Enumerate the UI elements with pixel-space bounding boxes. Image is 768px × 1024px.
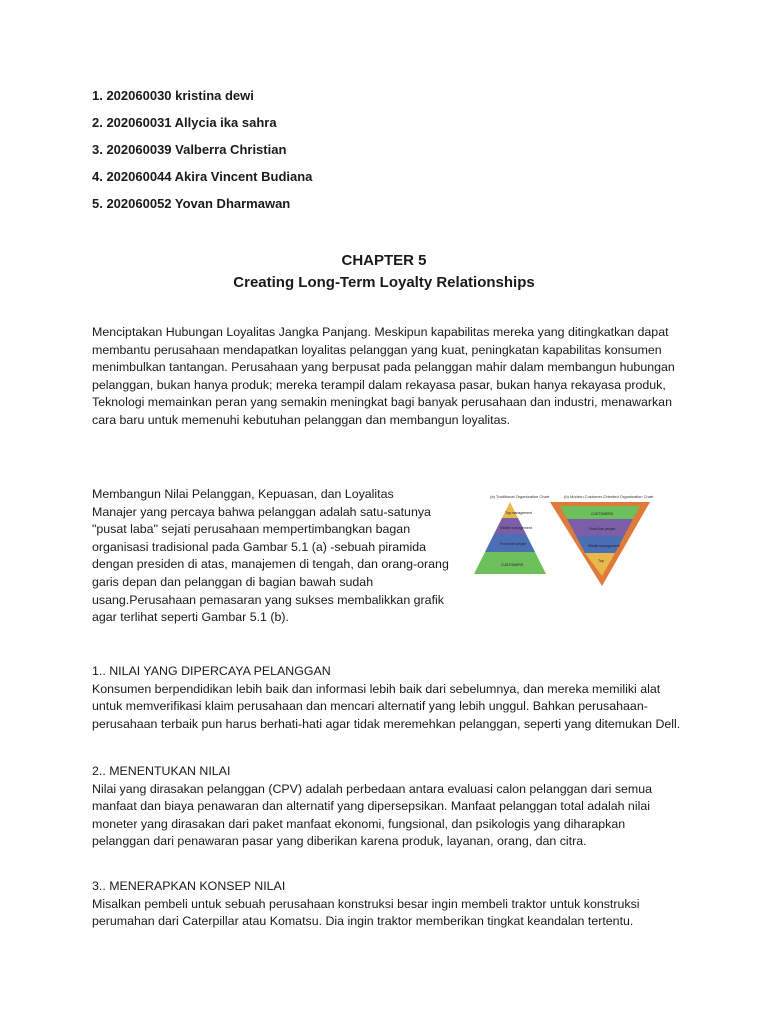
- intro-paragraph: Menciptakan Hubungan Loyalitas Jangka Panjang. Meskipun kapabilitas mereka yang ditingkatkan dapat membantu perusahaan mendapatkan loyalitas pelanggan yang kuat, peningkatan kapabilitas konsumen menimbulkan tantangan. Perusahaan yang berpusat pada pelanggan mahir dalam membangun hubungan pelanggan, bukan hanya produk; mereka terampil dalam rekayasa pasar, bukan hanya rekayasa produk, Teknologi memainkan peran yang semakin meningkat bagi banyak perusahaan dan industri, menawarkan cara baru untuk memenuhi kebutuhan pelanggan dan membangun loyalitas.: [92, 325, 675, 427]
- pyramid-label-bottom: CUSTOMERS: [501, 563, 524, 567]
- value-section-heading: Membangun Nilai Pelanggan, Kepuasan, dan Loyalitas: [92, 487, 394, 501]
- caption-traditional: (a) Traditional Organization Chart: [490, 494, 550, 499]
- member-item: 5. 202060052 Yovan Dharmawan: [92, 196, 291, 211]
- section-1: [92, 663, 682, 733]
- chapter-title: Creating Long-Term Loyalty Relationships: [233, 274, 535, 291]
- inverted-pyramid: [550, 502, 650, 586]
- member-item: 1. 202060030 kristina dewi: [92, 88, 254, 103]
- member-list: [92, 87, 512, 222]
- pyramid-label-top: Top management: [505, 511, 533, 515]
- pyramid-label-middle: Front-line people: [500, 542, 527, 546]
- section-3-heading: 3.. MENERAPKAN KONSEP NILAI: [92, 879, 286, 893]
- value-section-body: Manajer yang percaya bahwa pelanggan adalah satu-satunya "pusat laba" sejati perusahaan mempertimbangkan bagan organisasi tradisional pada Gambar 5.1 (a) -sebuah piramida dengan presiden di atas, manajemen di tengah, dan orang-orang garis depan dan pelanggan di bagian bawah sudah usang.Perusahaan pemasaran yang sukses membalikkan grafik agar terlihat seperti Gambar 5.1 (b).: [92, 504, 449, 625]
- section-2: [92, 763, 682, 851]
- value-section: [92, 486, 450, 627]
- chapter-number: CHAPTER 5: [341, 252, 427, 269]
- inverted-label-upper: Front-line people: [589, 527, 616, 531]
- section-3: [92, 878, 682, 931]
- pyramid-top-tier: [502, 502, 518, 518]
- member-item: 3. 202060039 Valberra Christian: [92, 142, 287, 157]
- section-2-heading: 2.. MENENTUKAN NILAI: [92, 764, 231, 778]
- section-3-body: Misalkan pembeli untuk sebuah perusahaan konstruksi besar ingin membeli traktor untuk konstruksi perumahan dari Caterpillar atau Komatsu. Dia ingin traktor memberikan tingkat keandalan tertentu.: [92, 896, 640, 929]
- caption-modern: (b) Modern Customer-Oriented Organization Chart: [564, 494, 654, 499]
- section-1-body: Konsumen berpendidikan lebih baik dan informasi lebih baik dari sebelumnya, dan mereka memiliki alat untuk memverifikasi klaim perusahaan dan mencari alternatif yang lebih unggul. Bahkan perusahaan-perusahaan terbaik pun harus berhati-hati agar tidak meremehkan pelanggan, seperti yang ditemukan Dell.: [92, 681, 681, 731]
- inverted-label-top: CUSTOMERS: [591, 512, 614, 516]
- member-item: 2. 202060031 Allycia ika sahra: [92, 115, 277, 130]
- org-chart-figure: [462, 492, 658, 596]
- section-1-heading: 1.. NILAI YANG DIPERCAYA PELANGGAN: [92, 664, 331, 678]
- traditional-pyramid: [474, 502, 546, 574]
- pyramid-label-upper: Middle management: [500, 526, 532, 530]
- inverted-label-middle: Middle management: [588, 544, 620, 548]
- member-item: 4. 202060044 Akira Vincent Budiana: [92, 169, 313, 184]
- inverted-label-bottom: Top: [598, 559, 604, 563]
- section-2-body: Nilai yang dirasakan pelanggan (CPV) adalah perbedaan antara evaluasi calon pelanggan dari semua manfaat dan biaya penawaran dan alternatif yang dipersepsikan. Manfaat pelanggan total adalah nilai moneter yang dirasakan dari paket manfaat ekonomi, fungsional, dan psikologis yang diharapkan pelanggan dari penawaran pasar yang diberikan karena produk, layanan, orang, dan citra.: [92, 781, 653, 849]
